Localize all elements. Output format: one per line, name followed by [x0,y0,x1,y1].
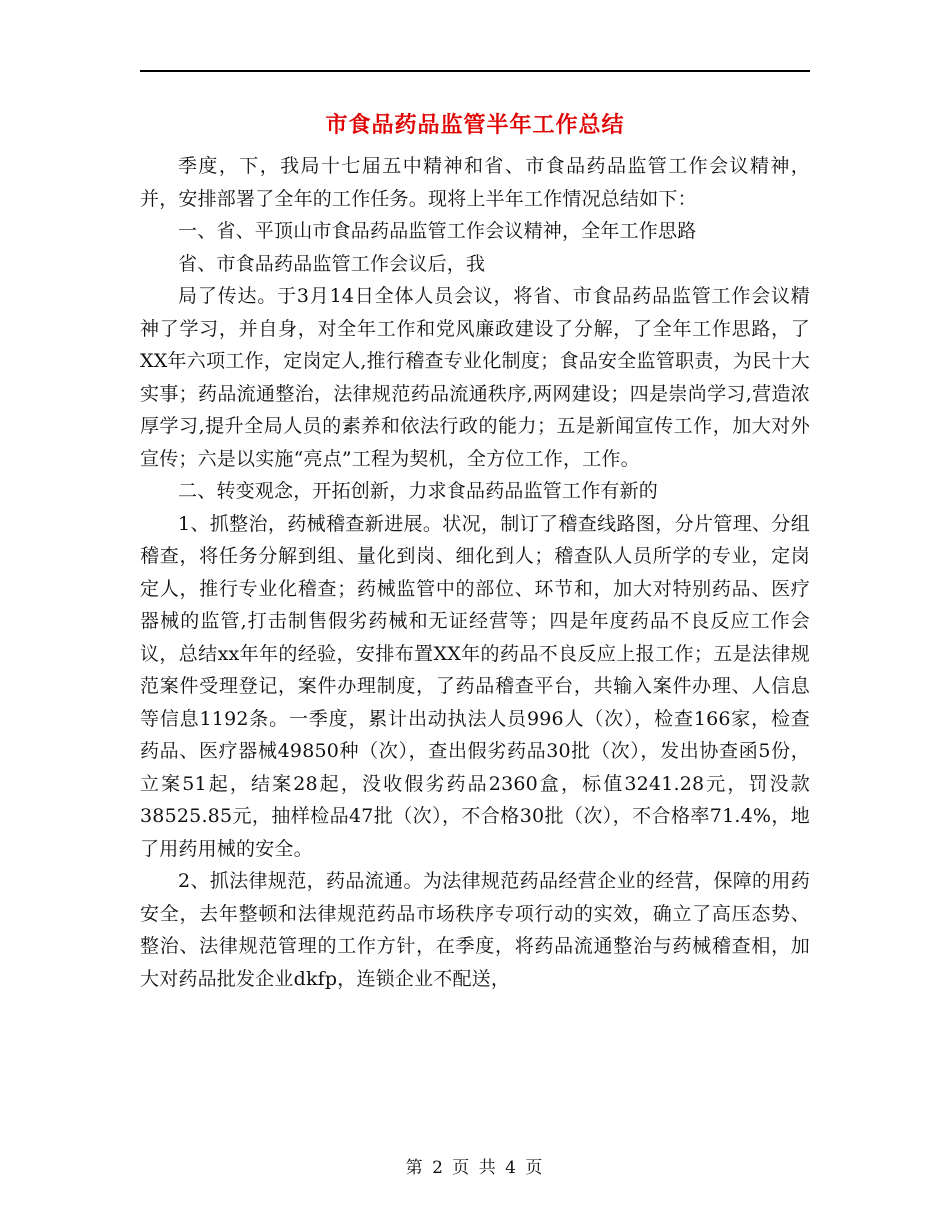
paragraph: 2、抓法律规范，药品流通。为法律规范药品经营企业的经营，保障的用药安全，去年整顿和法律规范药品市场秩序专项行动的实效，确立了高压态势、整治、法律规范管理的工作方针，在季度，将药品流通整治与药械稽查相，加大对药品批发企业dkfp，连锁企业不配送， [140,870,810,990]
paragraph: 省、市食品药品监管工作会议后，我 [178,252,486,275]
paragraph: 一、省、平顶山市食品药品监管工作会议精神，全年工作思路 [178,220,697,242]
page-number-footer: 第 2 页 共 4 页 [405,1158,545,1178]
paragraph: 1、抓整治，药械稽查新进展。状况，制订了稽查线路图，分片管理、分组稽查，将任务分解到组、量化到岗、细化到人；稽查队人员所学的专业，定岗定人，推行专业化稽查；药械监管中的部位、环节和，加大对特别药品、医疗器械的监管,打击制售假劣药械和无证经营等；四是年度药品不良反应工作会议，总结xx年年的经验，安排布置XX年的药品不良反应上报工作；五是法律规范案件受理登记，案件办理制度，了药品稽查平台，共输入案件办理、人信息等信息1192条。一季度，累计出动执法人员996人（次），检查166家，检查药品、医疗器械49850种（次），查出假劣药品30批（次），发出协查函5份，立案51起，结案28起，没收假劣药品2360盒，标值3241.28元，罚没款38525.85元，抽样检品47批（次），不合格30批（次），不合格率71.4%，地了用药用械的安全。 [140,512,810,860]
header-rule [140,70,810,72]
paragraph: 局了传达。于3月14日全体人员会议，将省、市食品药品监管工作会议精神了学习，并自身，对全年工作和党风廉政建设了分解，了全年工作思路，了XX年六项工作，定岗定人,推行稽查专业化制度；食品安全监管职责，为民十大实事；药品流通整治，法律规范药品流通秩序,两网建设；四是崇尚学习,营造浓厚学习,提升全局人员的素养和依法行政的能力；五是新闻宣传工作，加大对外宣传；六是以实施“亮点”工程为契机，全方位工作，工作。 [140,285,810,470]
paragraph: 季度，下，我局十七届五中精神和省、市食品药品监管工作会议精神，并，安排部署了全年的工作任务。现将上半年工作情况总结如下： [140,155,810,210]
paragraph: 二、转变观念，开拓创新，力求食品药品监管工作有新的 [178,480,659,502]
document-title: 市食品药品监管半年工作总结 [325,113,625,138]
document-body [140,150,810,995]
